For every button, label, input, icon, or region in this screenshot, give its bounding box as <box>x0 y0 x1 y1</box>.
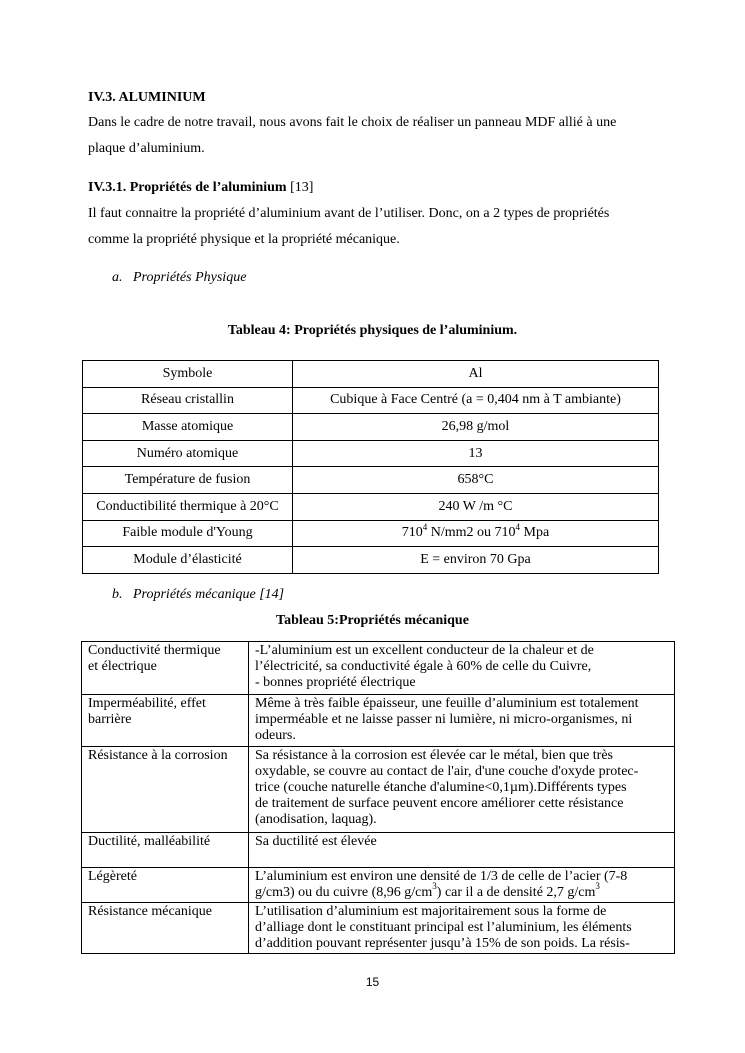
table-row <box>82 868 675 903</box>
table-cell-property <box>82 868 249 903</box>
table5-caption: Tableau 5:Propriétés mécanique <box>276 613 469 628</box>
table-cell-value: 26,98 g/mol <box>293 414 659 441</box>
table-cell-description <box>249 833 675 868</box>
page-number: 15 <box>365 975 380 989</box>
table-cell-property: Symbole <box>83 361 293 388</box>
cell-line: - bonnes propriété électrique <box>255 675 416 690</box>
table-cell-property <box>82 747 249 833</box>
cell-line: Même à très faible épaisseur, une feuille d’aluminium est totalement <box>255 696 639 711</box>
cell-line: de traitement de surface peuvent encore améliorer cette résistance <box>255 796 624 811</box>
cell-line: Sa résistance à la corrosion est élevée car le métal, bien que très <box>255 748 614 763</box>
table-row <box>83 547 659 574</box>
table-row <box>83 361 659 388</box>
cell-line <box>255 881 668 901</box>
table-row <box>83 467 659 494</box>
cell-line: L’aluminium est environ une densité de 1/3 de celle de l’acier (7-8 <box>255 869 628 884</box>
table-cell-description <box>249 868 675 903</box>
cell-line: d’addition pouvant représenter jusqu’à 15% de son poids. La résis- <box>255 936 630 951</box>
table-row <box>83 387 659 414</box>
table-cell-property: Température de fusion <box>83 467 293 494</box>
table-row <box>82 903 675 954</box>
density-exponent: 3 <box>595 881 600 892</box>
table-cell-description <box>249 747 675 833</box>
list-label-b: Propriétés mécanique [14] <box>133 587 285 602</box>
cell-line: Résistance à la corrosion <box>88 748 228 763</box>
table-cell-property <box>82 903 249 954</box>
table-cell-property: Faible module d'Young <box>83 520 293 547</box>
list-label-a: Propriétés Physique <box>133 270 247 285</box>
table-row <box>83 440 659 467</box>
physical-properties-table <box>82 360 659 574</box>
cell-line: Légèreté <box>88 869 137 884</box>
table-cell-property <box>82 833 249 868</box>
subsection-reference: [13] <box>286 180 314 195</box>
young-exponent: 4 <box>422 521 428 532</box>
cell-line: odeurs. <box>255 728 296 743</box>
table-cell-value <box>293 520 659 547</box>
table-cell-property: Conductibilité thermique à 20°C <box>83 493 293 520</box>
table-row <box>82 833 675 868</box>
table-cell-property <box>82 642 249 695</box>
list-marker-b: b. <box>112 587 123 602</box>
table-cell-value: Cubique à Face Centré (a = 0,404 nm à T ambiante) <box>293 387 659 414</box>
cell-line: Sa ductilité est élevée <box>255 834 377 849</box>
table4-caption: Tableau 4: Propriétés physiques de l’aluminium. <box>227 323 518 338</box>
table-cell-property: Masse atomique <box>83 414 293 441</box>
cell-line: l’électricité, sa conductivité égale à 60% de celle du Cuivre, <box>255 659 592 674</box>
cell-line: Conductivité thermique <box>88 643 221 658</box>
section-title: IV.3. ALUMINIUM <box>88 90 206 105</box>
young-exponent: 4 <box>515 521 521 532</box>
table-row <box>82 642 675 695</box>
young-value-part: Mpa <box>520 525 550 541</box>
cell-line: -L’aluminium est un excellent conducteur de la chaleur et de <box>255 643 594 658</box>
cell-line: oxydable, se couvre au contact de l'air, d'une couche d'oxyde protec- <box>255 764 639 779</box>
table-cell-description <box>249 695 675 747</box>
table-row <box>82 747 675 833</box>
subsection-title <box>88 179 313 196</box>
table-cell-property <box>82 695 249 747</box>
density-exponent: 3 <box>432 881 437 892</box>
cell-line: d’alliage dont le constituant principal est l’aluminium, les éléments <box>255 920 632 935</box>
table-cell-property: Réseau cristallin <box>83 387 293 414</box>
table-cell-description <box>249 903 675 954</box>
intro-line-2: plaque d’aluminium. <box>88 141 205 156</box>
table-cell-property: Module d’élasticité <box>83 547 293 574</box>
intro-line-1: Dans le cadre de notre travail, nous avons fait le choix de réaliser un panneau MDF allié à une <box>88 115 617 130</box>
subsection-body-line-2: comme la propriété physique et la propriété mécanique. <box>88 232 400 247</box>
table-cell-value: E = environ 70 Gpa <box>293 547 659 574</box>
density-text-part: g/cm3) ou du cuivre (8,96 g/cm <box>255 885 433 900</box>
subsection-body-line-1: Il faut connaitre la propriété d’aluminium avant de l’utiliser. Donc, on a 2 types de propriétés <box>88 206 610 221</box>
table-row <box>82 695 675 747</box>
table-cell-value: 13 <box>293 440 659 467</box>
table-row <box>83 493 659 520</box>
cell-line: Résistance mécanique <box>88 904 213 919</box>
cell-line: barrière <box>88 712 132 727</box>
density-text-part: ) car il a de densité 2,7 g/cm <box>436 885 596 900</box>
list-marker-a: a. <box>112 270 123 285</box>
young-value-part: N/mm2 ou 710 <box>427 525 516 541</box>
cell-line: trice (couche naturelle étanche d'alumine<0,1µm).Différents types <box>255 780 627 795</box>
table-cell-value: 240 W /m °C <box>293 493 659 520</box>
subsection-title-text: IV.3.1. Propriétés de l’aluminium <box>88 180 287 195</box>
cell-line: et électrique <box>88 659 157 674</box>
cell-line: imperméable et ne laisse passer ni lumière, ni micro-organismes, ni <box>255 712 633 727</box>
cell-line: (anodisation, laquag). <box>255 812 377 827</box>
table-cell-value: Al <box>293 361 659 388</box>
cell-line: Ductilité, malléabilité <box>88 834 211 849</box>
table-cell-description <box>249 642 675 695</box>
table-row <box>83 414 659 441</box>
table-cell-property: Numéro atomique <box>83 440 293 467</box>
cell-line: Imperméabilité, effet <box>88 696 206 711</box>
young-value-part: 710 <box>401 525 423 541</box>
cell-line: L’utilisation d’aluminium est majoritairement sous la forme de <box>255 904 607 919</box>
table-cell-value: 658°C <box>293 467 659 494</box>
table-row <box>83 520 659 547</box>
mechanical-properties-table <box>81 641 675 954</box>
